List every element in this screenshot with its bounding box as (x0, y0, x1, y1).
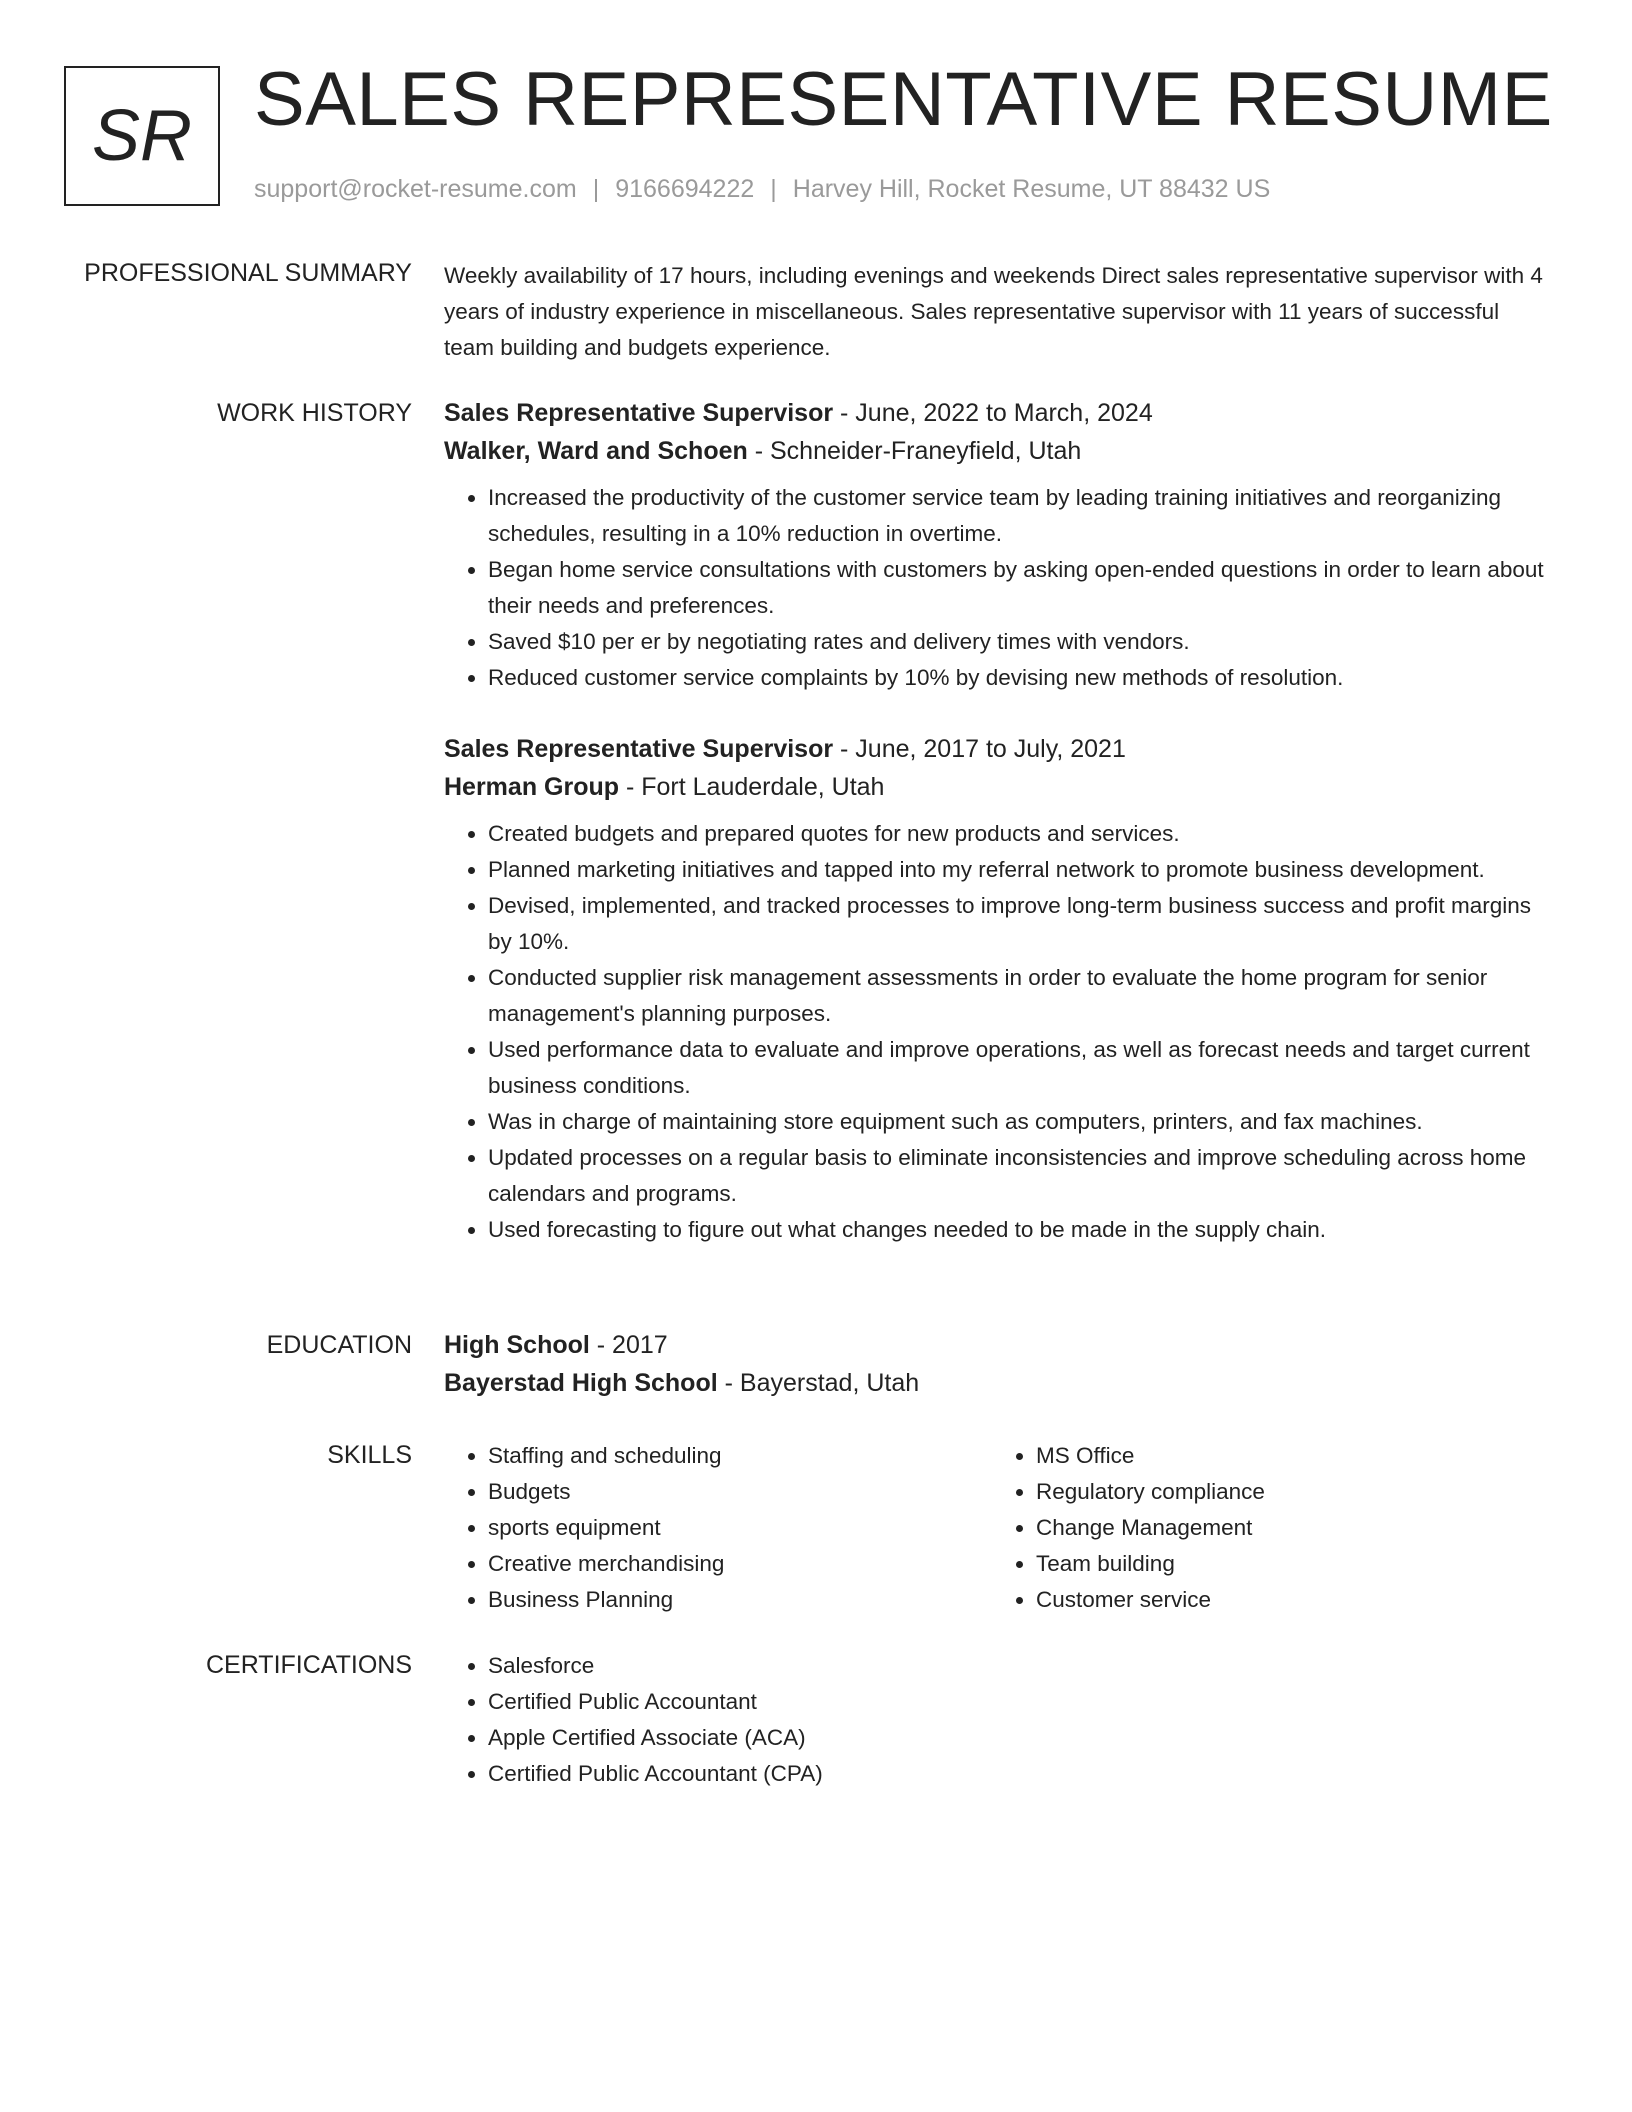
certifications-list (444, 1648, 1554, 1792)
contact-line (254, 174, 1270, 204)
monogram-initials: SR (91, 96, 193, 176)
monogram-badge (64, 66, 220, 206)
skill-item: • Team building (1036, 1546, 1540, 1582)
skill-item: • sports equipment (488, 1510, 992, 1546)
contact-separator: | (770, 175, 777, 203)
job-bullet: • Conducted supplier risk management assessments in order to evaluate the home program for senior management's planning purposes. (488, 960, 1554, 1032)
skill-item: • Creative merchandising (488, 1546, 992, 1582)
job-bullet: • Created budgets and prepared quotes for new products and services. (488, 816, 1554, 852)
education-school: Bayerstad High School (444, 1369, 718, 1397)
education-degree: High School (444, 1331, 590, 1359)
skill-item: • Regulatory compliance (1036, 1474, 1540, 1510)
job-company: Herman Group (444, 773, 620, 801)
section-label-skills: SKILLS (327, 1441, 412, 1469)
job-bullet: • Reduced customer service complaints by 10% by devising new methods of resolution. (488, 660, 1554, 696)
job-title: Sales Representative Supervisor (444, 735, 834, 763)
certification-item: • Apple Certified Associate (ACA) (488, 1720, 1554, 1756)
skills-column-left (444, 1438, 992, 1618)
skills-list (992, 1438, 1540, 1618)
skill-item: • Staffing and scheduling (488, 1438, 992, 1474)
contact-email[interactable]: support@rocket-resume.com (254, 175, 577, 203)
job-bullet: • Used forecasting to figure out what changes needed to be made in the supply chain. (488, 1212, 1554, 1248)
certification-item: • Certified Public Accountant (CPA) (488, 1756, 1554, 1792)
job-entry (444, 730, 1554, 1248)
summary-text: Weekly availability of 17 hours, including evenings and weekends Direct sales representative supervisor with 4 years of industry experience in miscellaneous. Sales representative supervisor with 11 years of successful team building and budgets experience. (444, 263, 1543, 360)
skills-body (444, 1438, 1554, 1618)
job-bullet: • Updated processes on a regular basis to eliminate inconsistencies and improve scheduling across home calendars and programs. (488, 1140, 1554, 1212)
section-label-summary: PROFESSIONAL SUMMARY (84, 259, 412, 287)
education-degree-line (444, 1326, 1554, 1364)
job-entry (444, 394, 1554, 696)
job-bullet: • Planned marketing initiatives and tapped into my referral network to promote business development. (488, 852, 1554, 888)
job-location: - Fort Lauderdale, Utah (619, 773, 885, 801)
job-title: Sales Representative Supervisor (444, 399, 834, 427)
job-title-line (444, 394, 1554, 432)
job-company: Walker, Ward and Schoen (444, 437, 748, 465)
job-location: - Schneider-Franeyfield, Utah (747, 437, 1082, 465)
section-label-certifications: CERTIFICATIONS (205, 1651, 412, 1679)
education-body (444, 1326, 1554, 1402)
job-company-line (444, 432, 1554, 470)
job-dates: - June, 2017 to July, 2021 (833, 735, 1126, 763)
education-school-line (444, 1364, 1554, 1402)
skill-item: • MS Office (1036, 1438, 1540, 1474)
contact-address: Harvey Hill, Rocket Resume, UT 88432 US (792, 175, 1271, 203)
skill-item: • Budgets (488, 1474, 992, 1510)
skill-item: • Business Planning (488, 1582, 992, 1618)
skill-item: • Customer service (1036, 1582, 1540, 1618)
job-bullet: • Began home service consultations with customers by asking open-ended questions in order to learn about their needs and preferences. (488, 552, 1554, 624)
job-company-line (444, 768, 1554, 806)
job-bullet: • Used performance data to evaluate and improve operations, as well as forecast needs and target current business conditions. (488, 1032, 1554, 1104)
job-title-line (444, 730, 1554, 768)
job-bullet: • Devised, implemented, and tracked processes to improve long-term business success and profit margins by 10%. (488, 888, 1554, 960)
summary-body (444, 258, 1554, 366)
section-label-work-history: WORK HISTORY (217, 399, 412, 427)
job-bullet: • Increased the productivity of the customer service team by leading training initiatives and reorganizing schedules, resulting in a 10% reduction in overtime. (488, 480, 1554, 552)
education-year: - 2017 (589, 1331, 668, 1359)
section-label-education: EDUCATION (266, 1331, 412, 1359)
job-bullet: • Was in charge of maintaining store equipment such as computers, printers, and fax machines. (488, 1104, 1554, 1140)
resume-title: SALES REPRESENTATIVE RESUME (254, 57, 1553, 142)
certifications-body (444, 1648, 1554, 1792)
contact-phone[interactable]: 9166694222 (615, 175, 755, 203)
certification-item: • Salesforce (488, 1648, 1554, 1684)
skills-columns (444, 1438, 1554, 1618)
job-bullets (444, 816, 1554, 1248)
contact-separator: | (592, 175, 600, 203)
work-history-body (444, 394, 1554, 1248)
education-location: - Bayerstad, Utah (717, 1369, 920, 1397)
skills-column-right (992, 1438, 1540, 1618)
job-bullet: • Saved $10 per er by negotiating rates and delivery times with vendors. (488, 624, 1554, 660)
job-dates: - June, 2022 to March, 2024 (833, 399, 1153, 427)
skill-item: • Change Management (1036, 1510, 1540, 1546)
certification-item: • Certified Public Accountant (488, 1684, 1554, 1720)
skills-list (444, 1438, 992, 1618)
job-bullets (444, 480, 1554, 696)
